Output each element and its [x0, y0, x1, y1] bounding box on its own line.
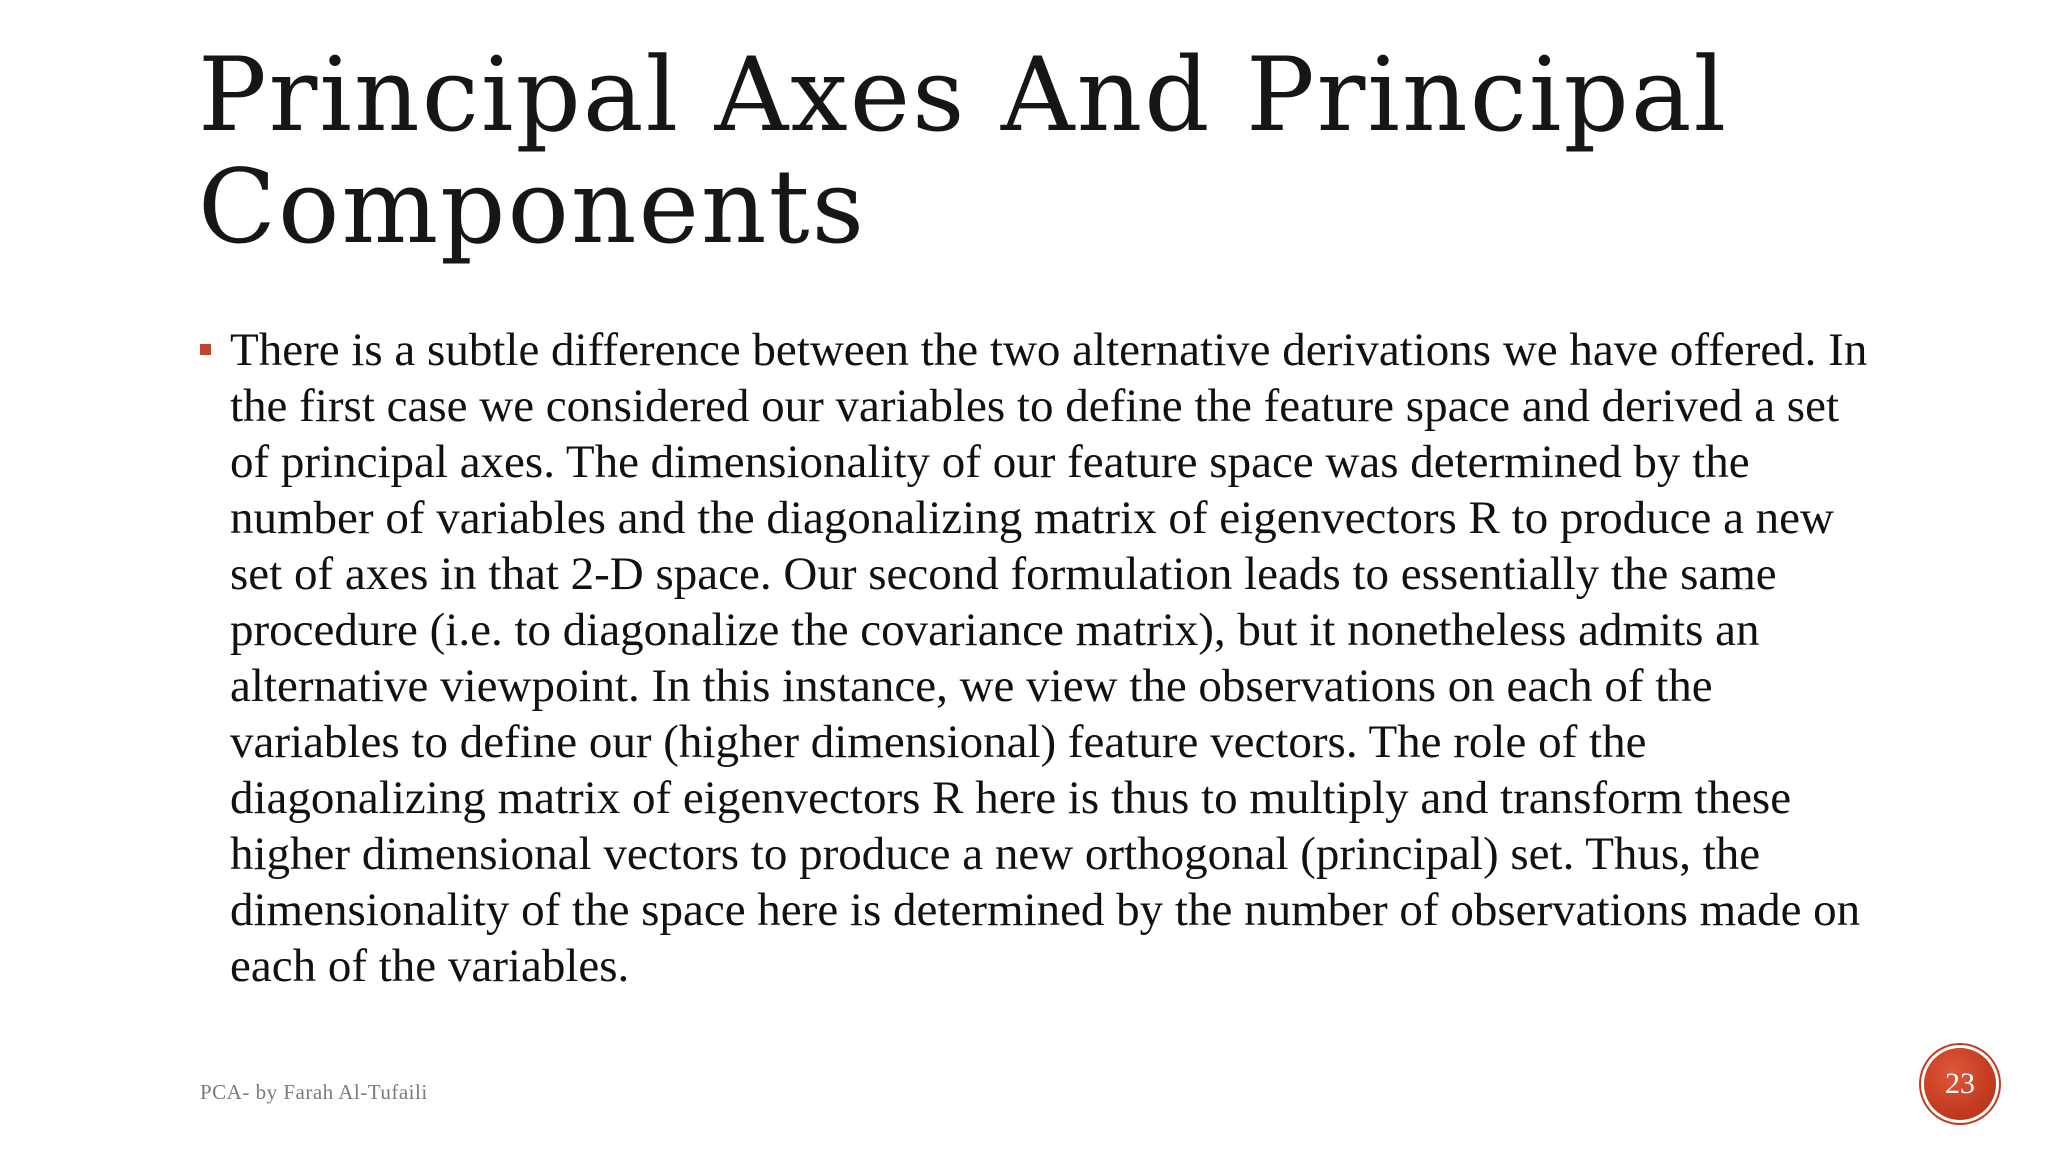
- slide-title: Principal Axes And Principal Components: [198, 36, 1729, 267]
- page-number: 23: [1945, 1067, 1975, 1100]
- slide-content: [198, 322, 1888, 994]
- bullet-text: There is a subtle difference between the two alternative derivations we have offered. In the first case we considered our variables to define the feature space and derived a set of principal axes. The dimensionality of our feature space was determined by the number of variables and the diagonalizing matrix of eigenvectors R to produce a new set of axes in that 2-D space. Our second formulation leads to essentially the same procedure (i.e. to diagonalize the covariance matrix), but it nonetheless admits an alternative viewpoint. In this instance, we view the observations on each of the variables to define our (higher dimensional) feature vectors. The role of the diagonalizing matrix of eigenvectors R here is thus to multiply and transform these higher dimensional vectors to produce a new orthogonal (principal) set. Thus, the dimensionality of the space here is determined by the number of observations made on each of the variables.: [230, 324, 1868, 992]
- footer-author: PCA- by Farah Al-Tufaili: [200, 1080, 428, 1104]
- square-bullet-icon: [200, 344, 211, 355]
- bullet-item: [198, 322, 1888, 994]
- page-number-badge: [1924, 1048, 1996, 1120]
